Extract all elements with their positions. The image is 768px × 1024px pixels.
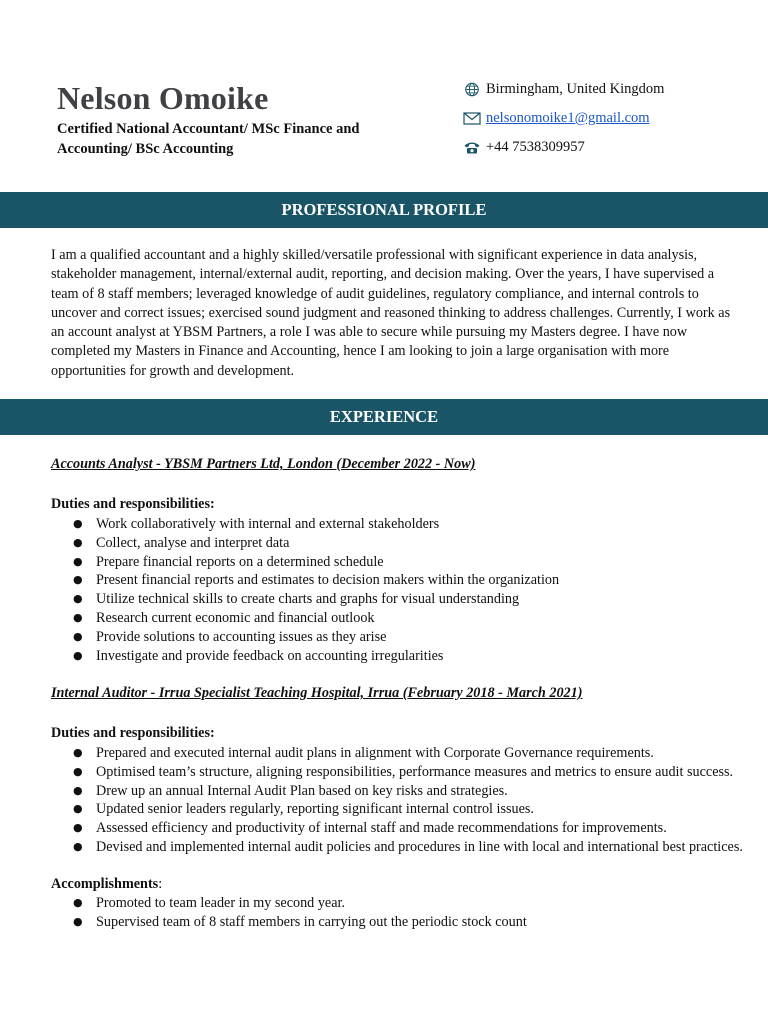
- duties-label: Duties and responsibilities:: [51, 496, 215, 512]
- accomplishments-label: [51, 876, 162, 893]
- duties-list-accounts-analyst: [51, 515, 751, 665]
- email-link[interactable]: nelsonomoike1@gmail.com: [486, 110, 650, 126]
- list-item: ● Prepare financial reports on a determined schedule: [51, 553, 751, 572]
- list-item: ● Promoted to team leader in my second year.: [51, 894, 751, 913]
- list-item: ● Investigate and provide feedback on accounting irregularities: [51, 647, 751, 666]
- accomplishments-colon: :: [158, 876, 163, 892]
- candidate-name: Nelson Omoike: [57, 80, 269, 116]
- envelope-icon: [463, 111, 481, 126]
- list-item: ● Utilize technical skills to create charts and graphs for visual understanding: [51, 590, 751, 609]
- list-item: ● Present financial reports and estimates to decision makers within the organization: [51, 571, 751, 590]
- list-item: ● Drew up an annual Internal Audit Plan based on key risks and strategies.: [51, 782, 751, 801]
- list-item: ● Devised and implemented internal audit policies and procedures in line with local and international best practices.: [51, 838, 751, 857]
- experience-heading: EXPERIENCE: [0, 399, 768, 435]
- list-item: ● Assessed efficiency and productivity of internal staff and made recommendations for improvements.: [51, 819, 751, 838]
- location-text: Birmingham, United Kingdom: [486, 81, 665, 97]
- accomplishments-list: [51, 894, 751, 932]
- list-item: ● Updated senior leaders regularly, reporting significant internal control issues.: [51, 800, 751, 819]
- list-item: ● Work collaboratively with internal and external stakeholders: [51, 515, 751, 534]
- professional-profile-heading: PROFESSIONAL PROFILE: [0, 192, 768, 228]
- list-item: ● Research current economic and financial outlook: [51, 609, 751, 628]
- duties-label: Duties and responsibilities:: [51, 725, 215, 741]
- candidate-credentials: Certified National Accountant/ MSc Finance and Accounting/ BSc Accounting: [57, 121, 360, 157]
- list-item: ● Prepared and executed internal audit plans in alignment with Corporate Governance requirements.: [51, 744, 751, 763]
- duties-list-internal-auditor: [51, 744, 751, 857]
- list-item: ● Collect, analyse and interpret data: [51, 534, 751, 553]
- job-title-internal-auditor: Internal Auditor - Irrua Specialist Teaching Hospital, Irrua (February 2018 - March 2021): [51, 685, 583, 701]
- contact-email: [463, 110, 650, 127]
- contact-location: [463, 81, 664, 98]
- contact-phone: [463, 139, 585, 156]
- list-item: ● Provide solutions to accounting issues as they arise: [51, 628, 751, 647]
- phone-text: +44 7538309957: [486, 139, 585, 155]
- phone-icon: [463, 140, 481, 155]
- list-item: ● Supervised team of 8 staff members in carrying out the periodic stock count: [51, 913, 751, 932]
- profile-paragraph: I am a qualified accountant and a highly skilled/versatile professional with significant experience in data analysis, stakeholder management, internal/external audit, reporting, and decision making. Over the years, I have supervised a team of 8 staff members; leveraged knowledge of audit guidelines, regulatory compliance, and internal controls to uncover and correct issues; exercised sound judgment and reasoned thinking to address challenges. Currently, I work as an account analyst at YBSM Partners, a role I was able to secure while pursuing my Masters degree. I have now completed my Masters in Finance and Accounting, hence I am looking to join a large organisation with more opportunities for growth and development.: [51, 247, 731, 379]
- list-item: ● Optimised team’s structure, aligning responsibilities, performance measures and metrics to ensure audit success.: [51, 763, 751, 782]
- accomplishments-label-text: Accomplishments: [51, 876, 159, 892]
- globe-icon: [463, 82, 481, 97]
- job-title-accounts-analyst: Accounts Analyst - YBSM Partners Ltd, London (December 2022 - Now): [51, 456, 476, 472]
